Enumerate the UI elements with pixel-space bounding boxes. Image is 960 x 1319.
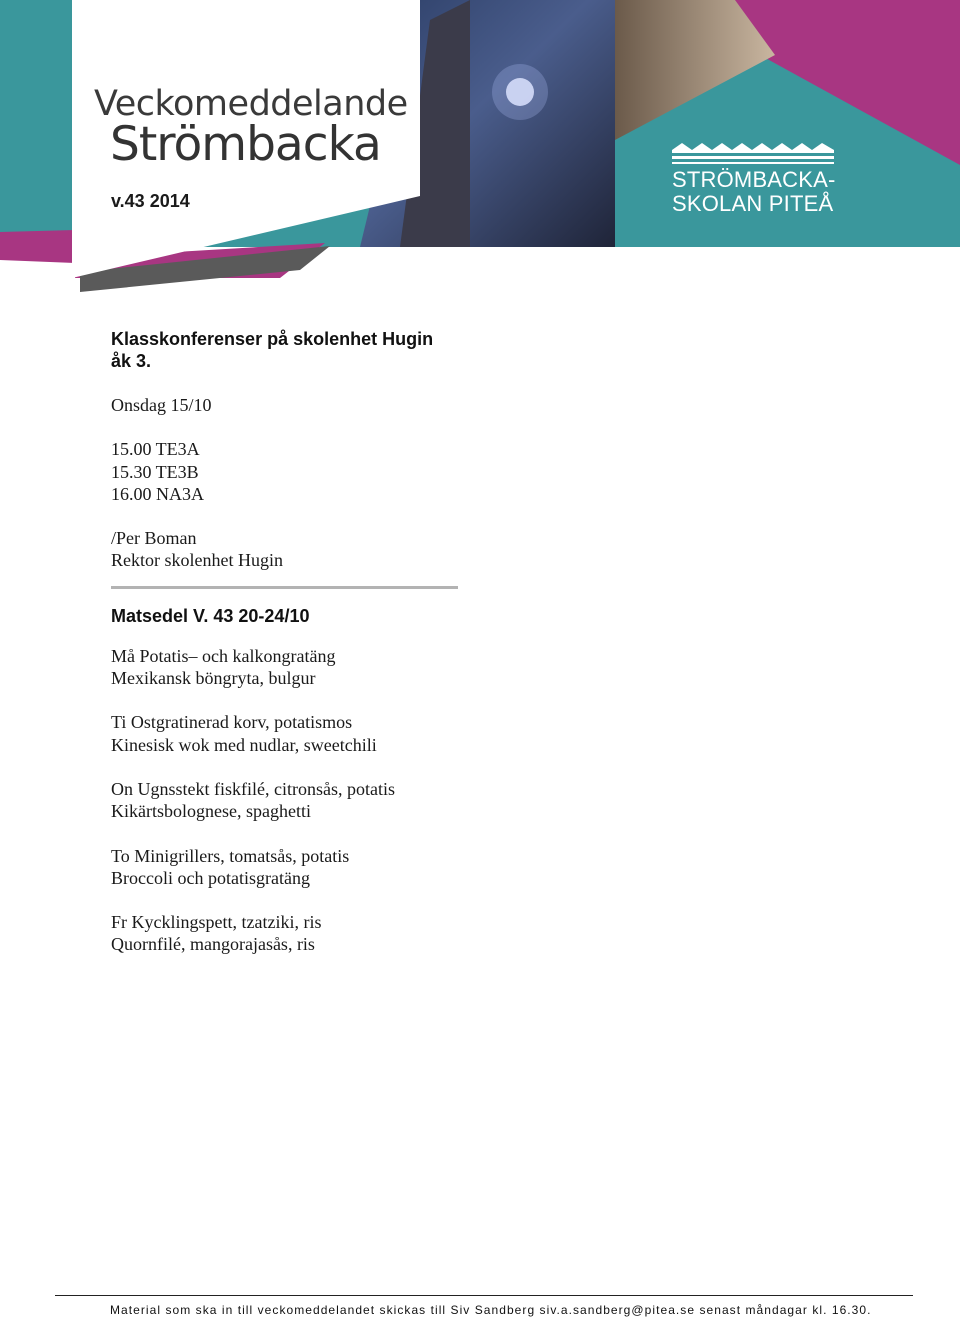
menu-day-thursday: [111, 845, 531, 890]
menu-item-alt: Kinesisk wok med nudlar, sweetchili: [111, 734, 377, 755]
menu-day-wednesday: [111, 778, 531, 823]
menu-item-alt: Mexikansk böngryta, bulgur: [111, 668, 316, 689]
menu-item: Ti Ostgratinerad korv, potatismos: [111, 712, 353, 733]
menu-day-monday: [111, 645, 531, 690]
conference-slot: 15.30 TE3B: [111, 461, 199, 482]
magenta-shape-left: [0, 230, 75, 263]
menu-item: On Ugnsstekt fiskfilé, citronsås, potatis: [111, 778, 395, 799]
school-title: Strömbacka: [110, 117, 381, 172]
menu-day-friday: [111, 911, 531, 956]
signature-role: Rektor skolenhet Hugin: [111, 550, 283, 571]
school-name: STRÖMBACKA- SKOLAN PITEÅ: [672, 167, 836, 216]
menu-day-tuesday: [111, 711, 531, 756]
conference-heading: Klasskonferenser på skolenhet Hugin: [111, 329, 434, 349]
menu-item-alt: Quornfilé, mangorajasås, ris: [111, 934, 315, 955]
footer-note: Material som ska in till veckomeddelandet skickas till Siv Sandberg siv.a.sandberg@pitea.se senast måndagar kl. 16.30.: [110, 1303, 872, 1317]
main-content: [111, 328, 531, 956]
menu-item-alt: Kikärtsbolognese, spaghetti: [111, 801, 311, 822]
footer-rule: [55, 1295, 913, 1296]
menu-heading: Matsedel V. 43 20-24/10: [111, 605, 310, 626]
menu-item-alt: Broccoli och potatisgratäng: [111, 867, 310, 888]
signature: /Per Boman: [111, 528, 197, 549]
menu-item: Fr Kycklingspett, tzatziki, ris: [111, 912, 322, 933]
week-label: v.43 2014: [111, 191, 190, 211]
newsletter-title: Veckomeddelande: [94, 84, 408, 124]
conference-slot: 16.00 NA3A: [111, 483, 204, 504]
conference-day: Onsdag 15/10: [111, 395, 212, 415]
section-divider: [111, 586, 458, 589]
menu-item: Må Potatis– och kalkongratäng: [111, 645, 336, 666]
conference-slot: 15.00 TE3A: [111, 439, 200, 460]
conference-heading-grade: åk 3.: [111, 351, 152, 371]
menu-item: To Minigrillers, tomatsås, potatis: [111, 845, 350, 866]
